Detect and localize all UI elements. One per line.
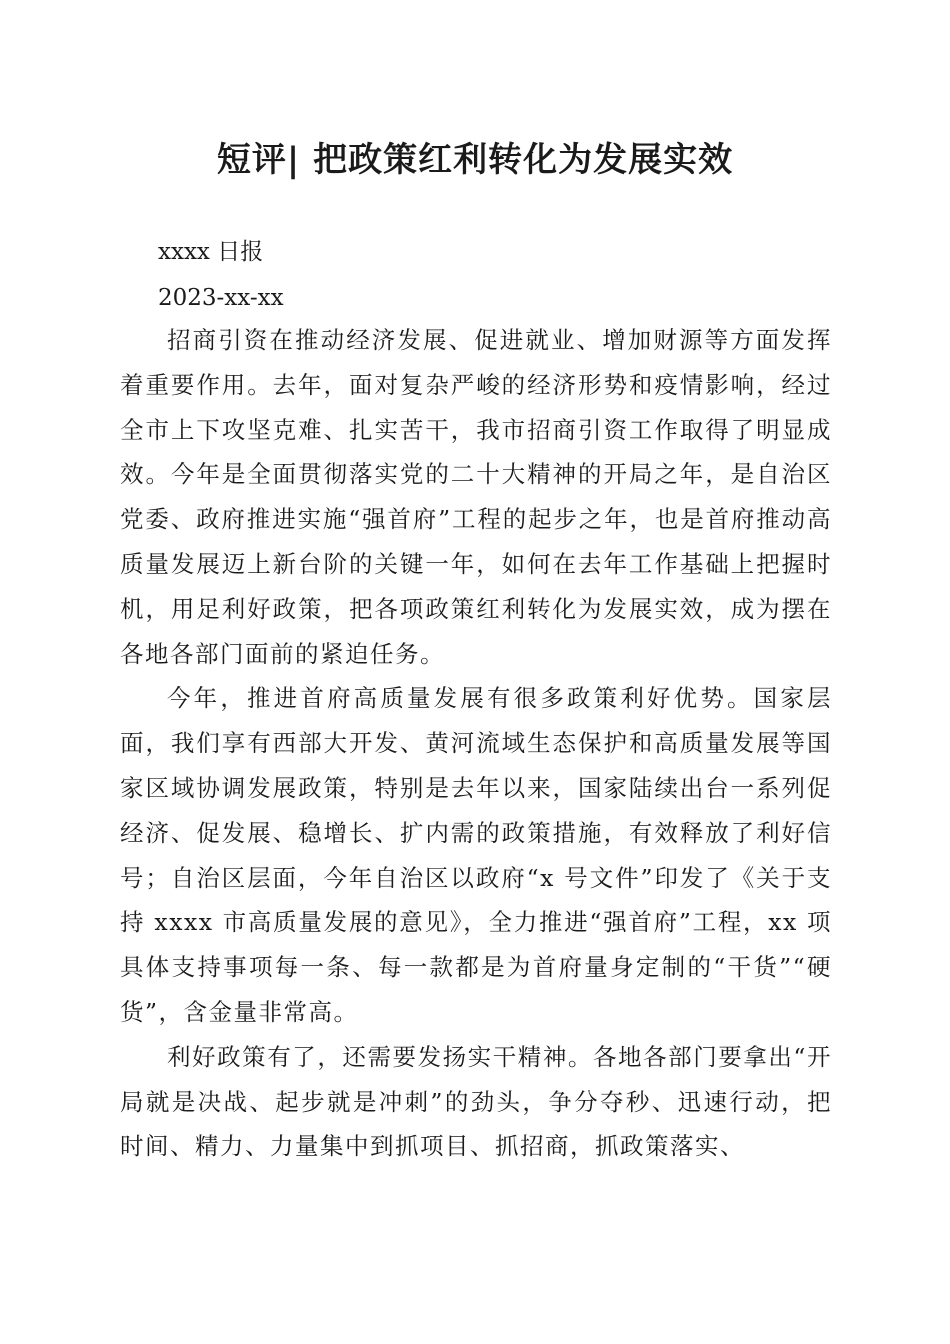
article-date: 2023-xx-xx (158, 285, 284, 311)
article-source: xxxx 日报 (158, 239, 264, 265)
article-body (120, 318, 832, 1169)
article-title: 短评| 把政策红利转化为发展实效 (216, 140, 734, 180)
paragraph: 招商引资在推动经济发展、促进就业、增加财源等方面发挥着重要作用。去年，面对复杂严峻的经济形势和疫情影响，经过全市上下攻坚克难、扎实苦干，我市招商引资工作取得了明显成效。今年是全面贯彻落实党的二十大精神的开局之年，是自治区党委、政府推进实施“强首府”工程的起步之年，也是首府推动高质量发展迈上新台阶的关键一年，如何在去年工作基础上把握时机，用足利好政策，把各项政策红利转化为发展实效，成为摆在各地各部门面前的紧迫任务。 (120, 326, 832, 668)
paragraph: 利好政策有了，还需要发扬实干精神。各地各部门要拿出“开局就是决战、起步就是冲刺”的劲头，争分夺秒、迅速行动，把时间、精力、力量集中到抓项目、抓招商，抓政策落实、 (120, 1042, 832, 1161)
paragraph: 今年，推进首府高质量发展有很多政策利好优势。国家层面，我们享有西部大开发、黄河流域生态保护和高质量发展等国家区域协调发展政策，特别是去年以来，国家陆续出台一系列促经济、促发展、稳增长、扩内需的政策措施，有效释放了利好信号；自治区层面，今年自治区以政府“x 号文件”印发了《关于支持 xxxx 市高质量发展的意见》，全力推进“强首府”工程，xx 项具体支持事项每一条、每一款都是为首府量身定制的“干货”“硬货”，含金量非常高。 (120, 684, 832, 1026)
